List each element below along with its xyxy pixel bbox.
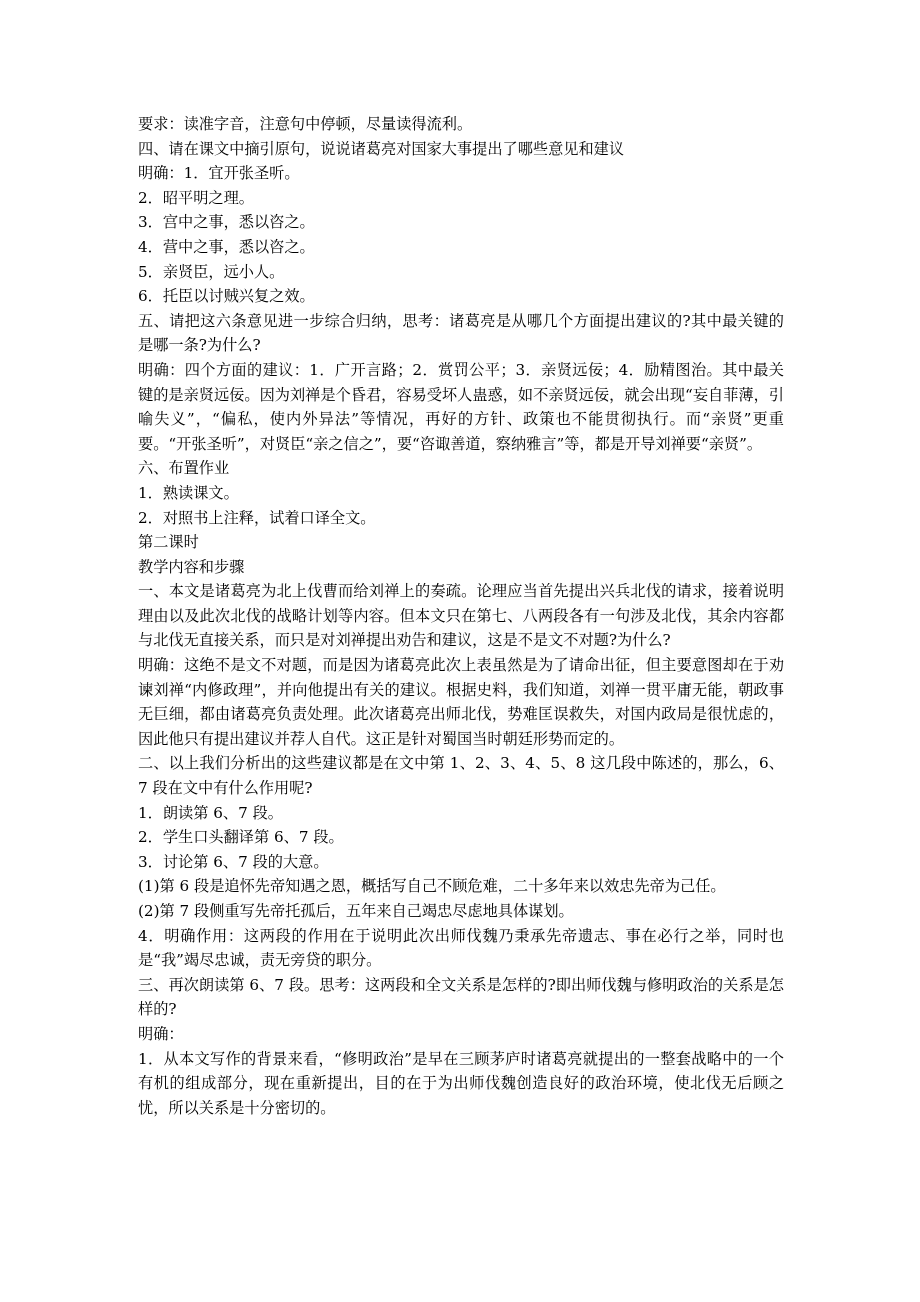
paragraph: 明确： bbox=[138, 1024, 184, 1043]
paragraph: 3．讨论第 6、7 段的大意。 bbox=[138, 852, 329, 871]
paragraph: 4．明确作用：这两段的作用在于说明此次出师伐魏乃秉承先帝遗志、事在必行之举，同时也是“我”竭尽忠诚，责无旁贷的职分。 bbox=[138, 926, 784, 970]
paragraph: 要求：读准字音，注意句中停顿，尽量读得流利。 bbox=[138, 115, 473, 133]
paragraph: 教学内容和步骤 bbox=[138, 557, 245, 576]
paragraph: 1．朗读第 6、7 段。 bbox=[138, 803, 283, 822]
paragraph: 2．对照书上注释，试着口译全文。 bbox=[138, 508, 376, 527]
paragraph: 一、本文是诸葛亮为北上伐曹而给刘禅上的奏疏。论理应当首先提出兴兵北伐的请求，接着说明理由以及此次北伐的战略计划等内容。但本文只在第七、八两段各有一句涉及北伐，其余内容都与北伐无直接关系，而只是对刘禅提出劝告和建议，这是不是文不对题?为什么? bbox=[138, 582, 784, 650]
paragraph: 五、请把这六条意见进一步综合归纳，思考：诸葛亮是从哪几个方面提出建议的?其中最关键的是哪一条?为什么? bbox=[138, 311, 784, 355]
paragraph: 1．从本文写作的背景来看，“修明政治”是早在三顾茅庐时诸葛亮就提出的一整套战略中的一个有机的组成部分，现在重新提出，目的在于为出师伐魏创造良好的政治环境，使北伐无后顾之忧，所以关系是十分密切的。 bbox=[138, 1049, 784, 1117]
paragraph: 5．亲贤臣，远小人。 bbox=[138, 262, 285, 281]
paragraph: 1．熟读课文。 bbox=[138, 483, 239, 502]
paragraph: (1)第 6 段是追怀先帝知遇之恩，概括写自己不顾危难，二十多年来以效忠先帝为己任。 bbox=[138, 877, 726, 896]
paragraph: 四、请在课文中摘引原句，说说诸葛亮对国家大事提出了哪些意见和建议 bbox=[138, 139, 624, 158]
paragraph: 第二课时 bbox=[138, 533, 199, 552]
paragraph: 三、再次朗读第 6、7 段。思考：这两段和全文关系是怎样的?即出师伐魏与修明政治的关系是怎样的? bbox=[138, 975, 784, 1019]
paragraph: 明确：1．宜开张圣听。 bbox=[138, 164, 300, 183]
paragraph: 2．学生口头翻译第 6、7 段。 bbox=[138, 828, 344, 847]
paragraph: 4．营中之事，悉以咨之。 bbox=[138, 237, 315, 256]
paragraph: 3．宫中之事，悉以咨之。 bbox=[138, 213, 315, 232]
paragraph: 明确：四个方面的建议：1．广开言路；2．赏罚公平；3．亲贤远佞；4．励精图治。其中最关键的是亲贤远佞。因为刘禅是个昏君，容易受坏人蛊惑，如不亲贤远佞，就会出现“妄自菲薄，引喻失义”，“偏私，使内外异法”等情况，再好的方针、政策也不能贯彻执行。而“亲贤”更重要。“开张圣听”，对贤臣“亲之信之”，要“咨诹善道，察纳雅言”等，都是开导刘禅要“亲贤”。 bbox=[138, 360, 784, 453]
paragraph: 二、以上我们分析出的这些建议都是在文中第 1、2、3、4、5、8 这几段中陈述的，那么，6、7 段在文中有什么作用呢? bbox=[138, 754, 784, 798]
paragraph: 六、布置作业 bbox=[138, 459, 230, 478]
document-body bbox=[138, 112, 784, 1120]
paragraph: 6．托臣以讨贼兴复之效。 bbox=[138, 287, 315, 306]
paragraph: (2)第 7 段侧重写先帝托孤后，五年来自己竭忠尽虑地具体谋划。 bbox=[138, 902, 574, 920]
paragraph: 2．昭平明之理。 bbox=[138, 188, 254, 207]
paragraph: 明确：这绝不是文不对题，而是因为诸葛亮此次上表虽然是为了请命出征，但主要意图却在于劝谏刘禅“内修政理”，并向他提出有关的建议。根据史料，我们知道，刘禅一贯平庸无能，朝政事无巨细，都由诸葛亮负责处理。此次诸葛亮出师北伐，势难匡误救失，对国内政局是很忧虑的，因此他只有提出建议并荐人自代。这正是针对蜀国当时朝廷形势而定的。 bbox=[138, 656, 784, 748]
